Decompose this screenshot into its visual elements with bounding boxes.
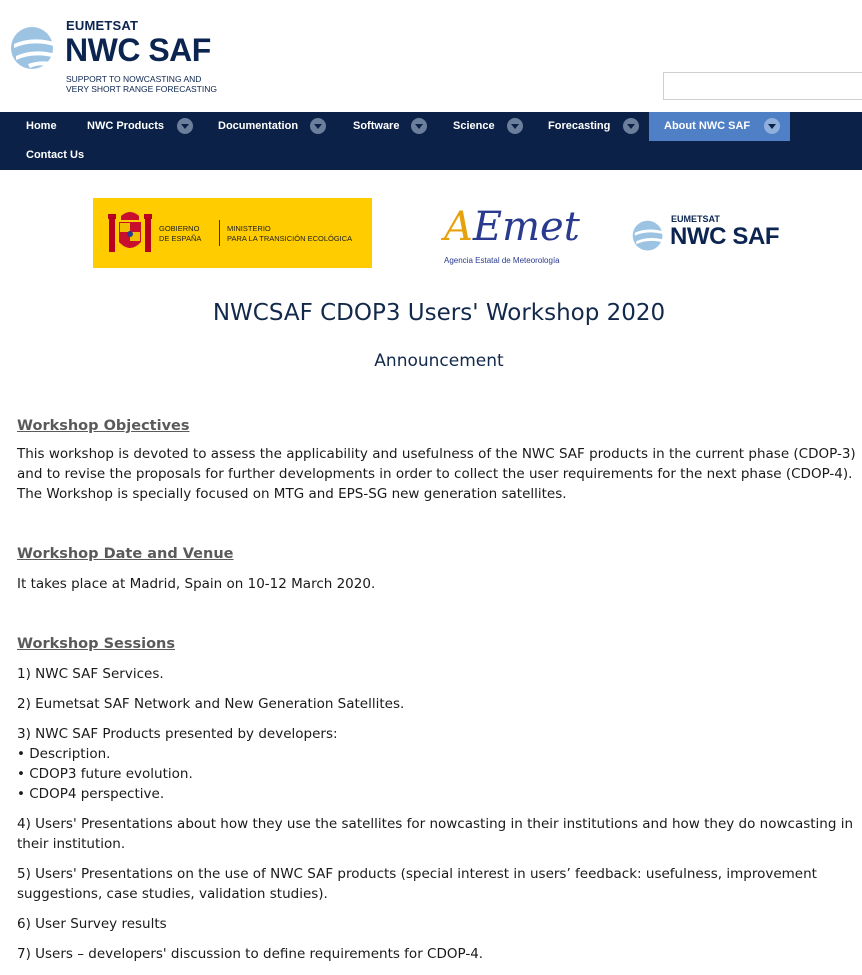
search-input[interactable] xyxy=(663,72,862,100)
gobierno-line2: DE ESPAÑA xyxy=(159,234,202,243)
nav-contact-us[interactable] xyxy=(26,141,106,170)
nav-contact-us-label: Contact Us xyxy=(26,149,85,161)
nav-science-label: Science xyxy=(453,120,495,132)
session-item: 3) NWC SAF Products presented by developers: xyxy=(17,726,338,742)
session-item: 6) User Survey results xyxy=(17,916,167,932)
nav-nwc-products-label: NWC Products xyxy=(87,120,164,132)
nav-documentation-label: Documentation xyxy=(218,120,299,132)
gobierno-line1: GOBIERNO xyxy=(159,224,200,233)
nwc-brand-text: NWC SAF xyxy=(670,223,780,250)
session-bullet: • CDOP4 perspective. xyxy=(17,786,165,802)
nav-home[interactable] xyxy=(26,112,76,141)
nav-software[interactable] xyxy=(353,112,429,141)
nav-home-label: Home xyxy=(26,120,57,132)
aemet-subtitle: Agencia Estatal de Meteorología xyxy=(444,256,560,265)
session-item: 2) Eumetsat SAF Network and New Generation Satellites. xyxy=(17,696,405,712)
chevron-down-icon[interactable] xyxy=(507,118,523,134)
session-item: 1) NWC SAF Services. xyxy=(17,666,164,682)
chevron-down-icon[interactable] xyxy=(310,118,326,134)
nav-nwc-products[interactable] xyxy=(87,112,197,141)
nav-science[interactable] xyxy=(453,112,529,141)
logo-brand-text: NWC SAF xyxy=(65,32,211,68)
aemet-logo[interactable] xyxy=(440,202,590,268)
main-content xyxy=(17,416,862,964)
ministerio-line1: MINISTERIO xyxy=(227,224,271,233)
site-header xyxy=(0,0,862,112)
page-title: NWCSAF CDOP3 Users' Workshop 2020 xyxy=(212,300,666,326)
aemet-wordmark xyxy=(444,204,580,250)
session-bullet: • Description. xyxy=(17,746,111,762)
nav-software-label: Software xyxy=(353,120,400,132)
session-item: 5) Users' Presentations on the use of NWC SAF products (special interest in users’ feedback: usefulness, improvement suggestions, case studies, validation studies). xyxy=(17,866,817,902)
logo-tagline-1: SUPPORT TO NOWCASTING AND xyxy=(66,74,202,84)
page-subtitle: Announcement xyxy=(374,351,504,371)
session-bullet: • CDOP3 future evolution. xyxy=(17,766,193,782)
globe-icon xyxy=(632,220,666,254)
aemet-a: A xyxy=(444,204,473,250)
coat-of-arms-icon xyxy=(107,206,153,260)
nwc-org-text: EUMETSAT xyxy=(671,214,720,224)
logo-eumetsat-text: EUMETSAT xyxy=(66,18,139,33)
divider xyxy=(219,220,220,246)
chevron-down-icon[interactable] xyxy=(764,118,780,134)
venue-heading: Workshop Date and Venue xyxy=(17,546,234,562)
objectives-text: This workshop is devoted to assess the applicability and usefulness of the NWC SAF products in the current phase (CDOP-3) and to revise the proposals for further developments in order to collect the user requirements for the next phase (CDOP-4). The Workshop is specially focused on MTG and EPS-SG new generation satellites. xyxy=(17,446,856,502)
venue-text: It takes place at Madrid, Spain on 10-12 March 2020. xyxy=(17,576,376,592)
nav-about-nwc-saf[interactable] xyxy=(649,112,790,141)
nav-forecasting-label: Forecasting xyxy=(548,120,611,132)
objectives-heading: Workshop Objectives xyxy=(17,418,190,434)
gobierno-text xyxy=(159,224,201,244)
session-item: 4) Users' Presentations about how they use the satellites for nowcasting in their institutions and how they do nowcasting in their institution. xyxy=(17,816,854,852)
nwcsaf-small-logo[interactable] xyxy=(632,214,792,258)
ministerio-line2: PARA LA TRANSICIÓN ECOLÓGICA xyxy=(227,234,353,243)
chevron-down-icon[interactable] xyxy=(623,118,639,134)
logo-tagline-2: VERY SHORT RANGE FORECASTING xyxy=(66,84,217,94)
globe-icon xyxy=(10,26,58,74)
aemet-rest: Emet xyxy=(472,204,580,250)
gobierno-espana-logo[interactable] xyxy=(93,198,372,268)
chevron-down-icon[interactable] xyxy=(177,118,193,134)
nav-forecasting[interactable] xyxy=(548,112,640,141)
nav-documentation[interactable] xyxy=(218,112,330,141)
nav-about-nwc-saf-label: About NWC SAF xyxy=(664,120,751,132)
ministerio-text xyxy=(227,224,352,244)
sponsor-logos xyxy=(0,198,862,270)
chevron-down-icon[interactable] xyxy=(411,118,427,134)
nwcsaf-logo[interactable] xyxy=(10,14,230,104)
sessions-heading: Workshop Sessions xyxy=(17,636,175,652)
session-item: 7) Users – developers' discussion to define requirements for CDOP-4. xyxy=(17,946,484,962)
main-nav xyxy=(0,112,862,170)
